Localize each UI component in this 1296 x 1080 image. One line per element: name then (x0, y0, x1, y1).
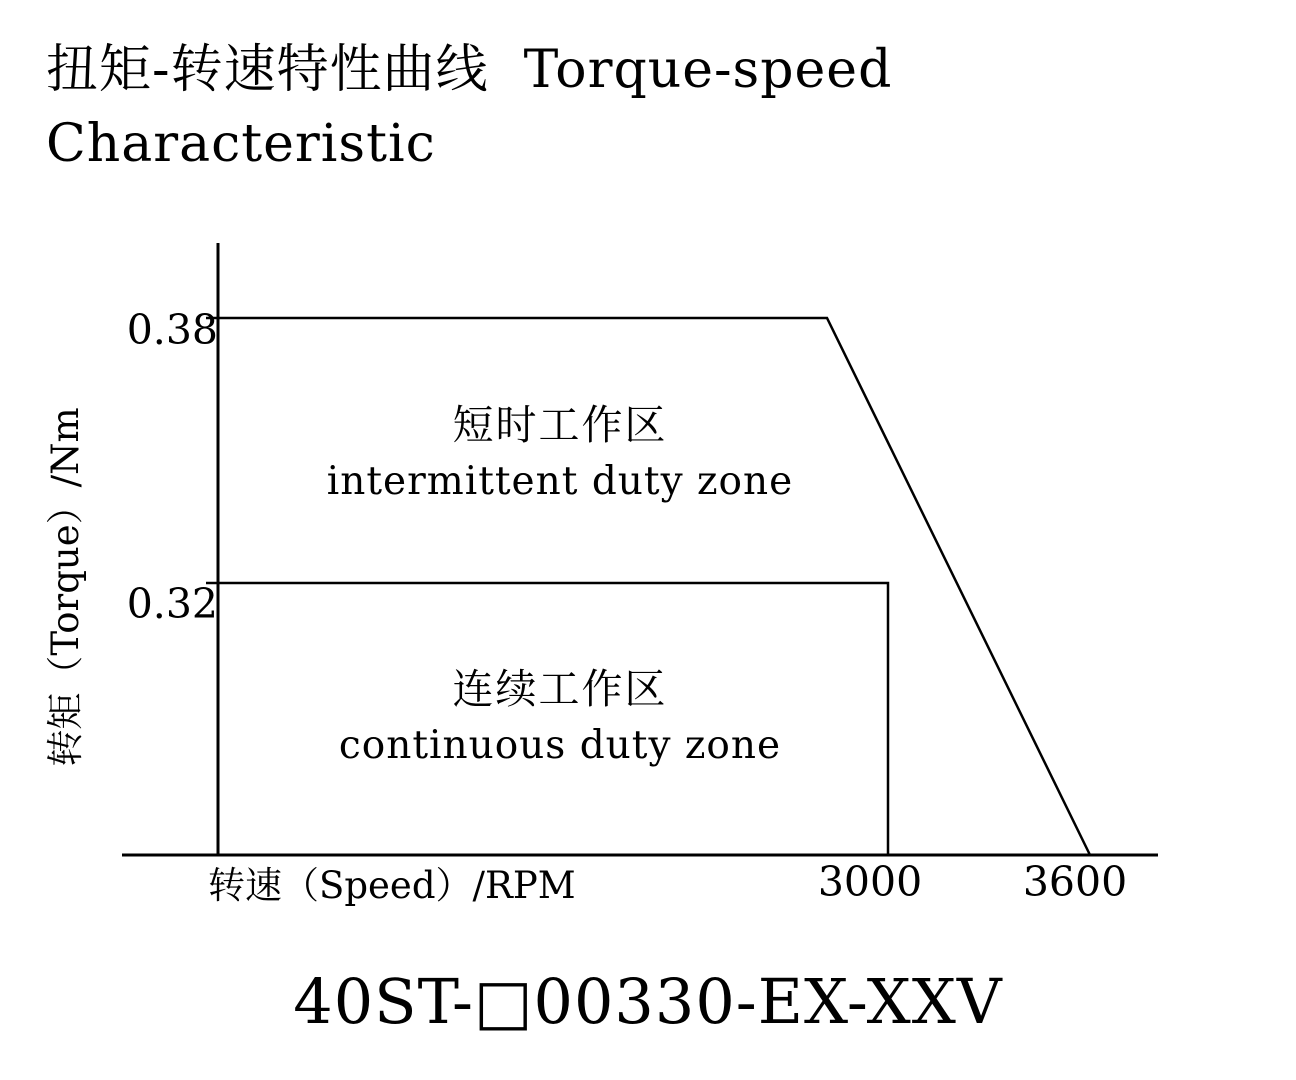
x-tick-label-3600: 3600 (1022, 858, 1128, 906)
x-axis-title: 转速（Speed）/RPM (208, 864, 576, 907)
continuous-zone-label-en: continuous duty zone (338, 723, 782, 768)
continuous-duty-zone-label (140, 656, 980, 768)
continuous-zone-label-cn: 连续工作区 (452, 665, 668, 713)
y-tick-label-032: 0.32 (126, 580, 218, 628)
intermittent-zone-label-cn: 短时工作区 (452, 401, 668, 449)
model-number: 40ST-□00330-EX-XXV (293, 965, 1003, 1038)
y-tick-label-038: 0.38 (126, 306, 218, 354)
intermittent-zone-label-en: intermittent duty zone (326, 459, 794, 504)
intermittent-duty-zone-label (160, 392, 960, 504)
page-title: 扭矩-转速特性曲线 Torque-speed Characteristic (46, 40, 910, 174)
x-tick-label-3000: 3000 (817, 858, 923, 906)
y-axis-title: 转矩（Torque）/Nm (44, 407, 87, 767)
